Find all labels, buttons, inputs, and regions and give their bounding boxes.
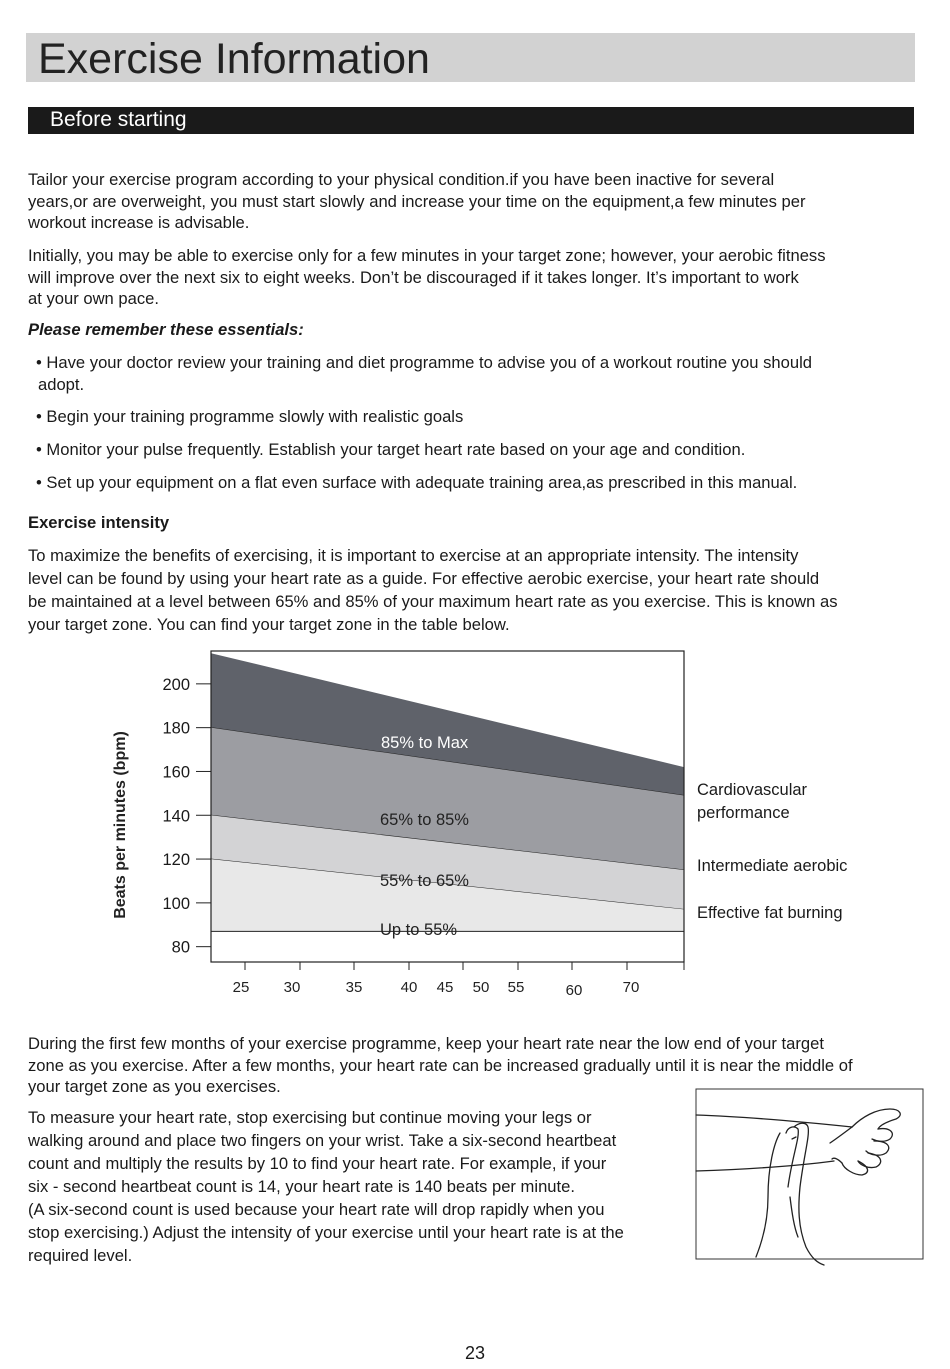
essentials-item (36, 439, 745, 461)
y-tick-label: 80 (171, 938, 190, 957)
zone-label-3: Up to 55% (380, 921, 458, 939)
x-ticks-layer (233, 962, 684, 999)
essentials-heading: Please remember these essentials: (28, 320, 304, 339)
y-ticks-layer (162, 676, 211, 957)
text-line: • Begin your training programme slowly with realistic goals (36, 407, 464, 426)
intensity-heading: Exercise intensity (28, 513, 170, 532)
side-label-cardio-1: Cardiovascular (697, 781, 808, 799)
essentials-item (36, 352, 812, 395)
intensity-paragraph (28, 544, 838, 636)
y-tick-label: 160 (162, 763, 190, 782)
page-title-bar (26, 33, 915, 82)
x-tick-label: 60 (565, 982, 583, 999)
section-header-bar (28, 107, 914, 134)
x-tick-label: 25 (232, 979, 250, 996)
text-line: walking around and place two fingers on your wrist. Take a six-second heartbeat (28, 1131, 617, 1150)
page-title: Exercise Information (38, 35, 430, 83)
text-line: (A six-second count is used because your heart rate will drop rapidly when you (28, 1200, 605, 1219)
side-label-fat-burning: Effective fat burning (697, 904, 843, 922)
essentials-item (36, 472, 797, 494)
text-line: To maximize the benefits of exercising, it is important to exercise at an appropriate intensity. The intensity (28, 546, 799, 565)
text-line: Tailor your exercise program according to your physical condition.if you have been inactive for several (28, 170, 775, 189)
text-line: adopt. (38, 374, 85, 394)
text-line: six - second heartbeat count is 14, your heart rate is 140 beats per minute. (28, 1177, 575, 1196)
x-tick-label: 40 (400, 979, 418, 996)
y-tick-label: 120 (162, 851, 190, 870)
y-tick-label: 140 (162, 807, 190, 826)
y-tick-label: 180 (162, 719, 190, 738)
essentials-item (36, 406, 463, 428)
text-line: During the first few months of your exercise programme, keep your heart rate near the low end of your target (28, 1034, 824, 1053)
x-tick-label: 55 (507, 979, 525, 996)
intro-paragraph-1 (28, 169, 806, 234)
text-line: your target zone. You can find your target zone in the table below. (28, 615, 510, 634)
text-line: required level. (28, 1246, 133, 1265)
text-line: • Have your doctor review your training and diet programme to advise you of a workout routine you should (36, 353, 812, 372)
text-line: years,or are overweight, you must start slowly and increase your time on the equipment,a few minutes per (28, 191, 806, 211)
zone-label-0: 85% to Max (381, 734, 469, 752)
text-line: be maintained at a level between 65% and 85% of your maximum heart rate as you exercise. This is known as (28, 592, 838, 611)
x-tick-label: 30 (283, 979, 301, 996)
x-tick-label: 70 (622, 979, 640, 996)
page-number: 23 (464, 1343, 486, 1363)
text-line: stop exercising.) Adjust the intensity of your exercise until your heart rate is at the (28, 1223, 624, 1242)
section-title: Before starting (50, 108, 187, 131)
wrist-pulse-illustration (694, 1087, 926, 1269)
text-line: at your own pace. (28, 289, 159, 308)
heart-rate-zone-chart (0, 640, 950, 1010)
text-line: your target zone as you exercises. (28, 1077, 281, 1096)
intro-paragraph-2 (28, 245, 826, 310)
side-label-intermediate: Intermediate aerobic (697, 857, 848, 875)
after-paragraph-2 (28, 1106, 624, 1267)
x-tick-label: 50 (472, 979, 490, 996)
y-axis-label: Beats per minutes (bpm) (112, 731, 129, 919)
text-line: will improve over the next six to eight weeks. Don’t be discouraged if it takes longer. It’s important to work (28, 267, 799, 287)
text-line: level can be found by using your heart rate as a guide. For effective aerobic exercise, your heart rate should (28, 569, 820, 588)
zone-label-1: 65% to 85% (380, 811, 469, 829)
x-tick-label: 45 (436, 979, 454, 996)
zone-label-2: 55% to 65% (380, 872, 469, 890)
text-line: • Set up your equipment on a flat even surface with adequate training area,as prescribed in this manual. (36, 473, 798, 492)
y-tick-label: 200 (162, 675, 190, 694)
side-label-cardio-2: performance (697, 804, 790, 822)
text-line: • Monitor your pulse frequently. Establish your target heart rate based on your age and condition. (36, 440, 746, 459)
text-line: workout increase is advisable. (28, 213, 250, 232)
y-tick-label: 100 (162, 894, 190, 913)
text-line: count and multiply the results by 10 to find your heart rate. For example, if your (28, 1154, 607, 1173)
text-line: Initially, you may be able to exercise only for a few minutes in your target zone; however, your aerobic fitness (28, 246, 826, 265)
text-line: To measure your heart rate, stop exercising but continue moving your legs or (28, 1108, 592, 1127)
x-tick-label: 35 (345, 979, 363, 996)
text-line: zone as you exercise. After a few months, your heart rate can be increased gradually until it is near the middle of (28, 1055, 853, 1075)
